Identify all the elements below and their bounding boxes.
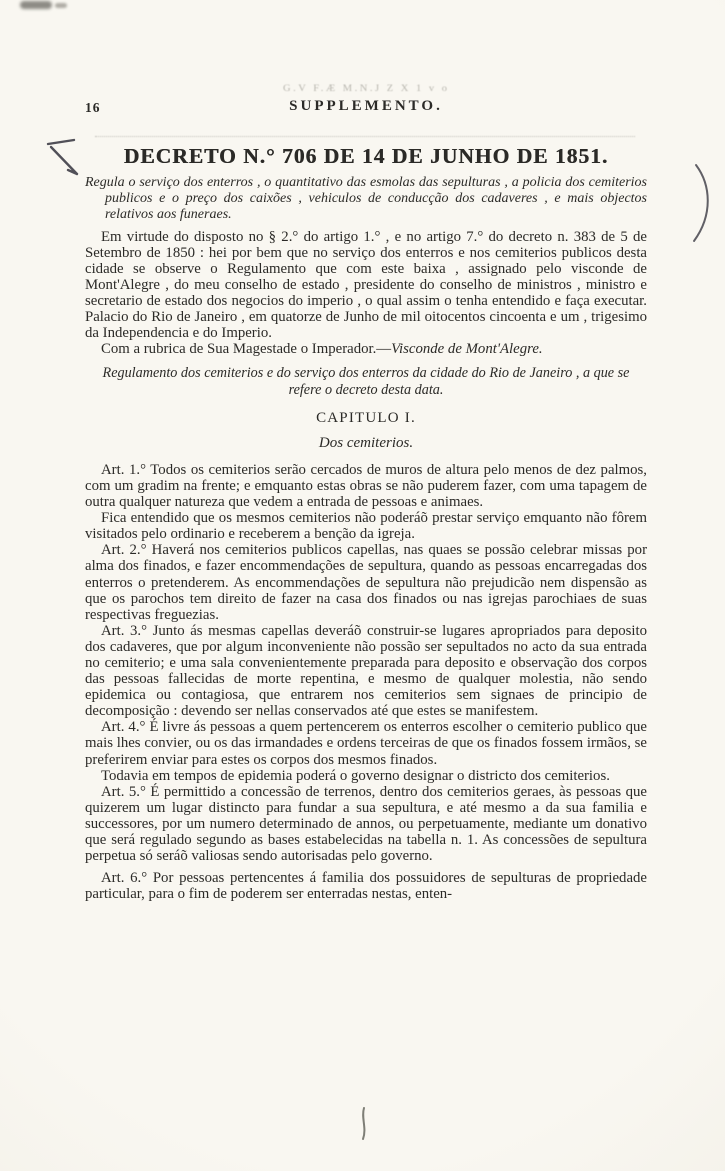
ink-smudge-corner-small bbox=[55, 3, 67, 8]
rubric-text: Com a rubrica de Sua Magestade o Imperador.— bbox=[101, 341, 392, 358]
text-block bbox=[85, 83, 647, 903]
article-paragraph: Art. 2.° Haverá nos cemiterios publicos capellas, nas quaes se possão celebrar missas por alma dos finados, e fazer encommendações de sepultura, quando as pessoas encarregadas dos enterros o pretenderem. As encommendações de sepultura não prejudicão nem dispensão as que os parochos tem direito de fazer na casa dos finados ou nas igrejas parochiaes de suas respectivas freguezias. bbox=[85, 542, 647, 623]
decree-preamble: Em virtude do disposto no § 2.° do artigo 1.° , e no artigo 7.° do decreto n. 383 de 5 de Setembro de 1850 : hei por bem que no serviço dos enterros e nos cemiterios publicos desta cidade se observe o Regulamento que com este baixa , assignado pelo visconde de Mont'Alegre , do meu conselho de estado , presidente do conselho de ministros , ministro e secretario de estado dos negocios do imperio , o qual assim o tenha entendido e faça executar. Palacio do Rio de Janeiro , em quatorze de Junho de mil oitocentos cincoenta e um , trigesimo da Independencia e do Imperio. bbox=[85, 228, 647, 342]
article-paragraph: Todavia em tempos de epidemia poderá o governo designar o districto dos cemiterios. bbox=[101, 767, 610, 784]
article-paragraph: Art. 6.° Por pessoas pertencentes á familia dos possuidores de sepulturas de propriedade particular, para o fim de poderem ser enterradas nestas, enten- bbox=[85, 870, 647, 903]
chapter-title: CAPITULO I. bbox=[316, 409, 416, 426]
article-paragraph: Art. 3.° Junto ás mesmas capellas deveráõ construir-se lugares apropriados para deposito dos cadaveres, que por algum inconveniente não possão ser sepultados no acto da sua entrada no cemiterio; e uma sala convenientemente preparada para deposito e observação dos corpos das pessoas fallecidas de morte repentina, e mesmo de qualquer molestia, não sendo epidemica ou contagiosa, que entrarem nos cemiterios sem signaes de principio de decomposição : devendo ser nellas conservados até que estes se manifestem. bbox=[85, 622, 647, 720]
regulation-heading: Regulamento dos cemiterios e do serviço dos enterros da cidade do Rio de Janeiro , a que se refere o decreto desta data. bbox=[102, 365, 630, 398]
ink-smudge-corner bbox=[20, 1, 52, 9]
page-number: 16 bbox=[85, 100, 101, 115]
running-header bbox=[85, 83, 647, 118]
ink-transfer-smudge: G.V F.Æ M.N.J Z X 1 v o bbox=[283, 83, 450, 94]
decree-title: DECRETO N.° 706 DE 14 DE JUNHO DE 1851. bbox=[123, 144, 609, 168]
chapter-subtitle: Dos cemiterios. bbox=[318, 434, 414, 451]
handwritten-tick-mark bbox=[358, 1106, 370, 1142]
running-header-title: SUPPLEMENTO. bbox=[289, 98, 443, 114]
decree-rubric bbox=[85, 341, 647, 357]
handwritten-arrow-mark bbox=[44, 136, 82, 180]
article-paragraph: Art. 1.° Todos os cemiterios serão cercados de muros de altura pelo menos de dez palmos, com um gradim na frente; e emquanto estas obras se não puderem fazer, com uma tapagem de outra qualquer natureza que vedem a entrada de pessoas e animaes. bbox=[85, 461, 647, 511]
signature-text: Visconde de Mont'Alegre. bbox=[391, 341, 543, 358]
handwritten-curve-mark bbox=[690, 163, 718, 245]
decree-summary: Regula o serviço dos enterros , o quantitativo das esmolas das sepulturas , a policia dos cemiterios publicos e o preço dos caixões , vehiculos de conducção dos cadaveres , e mais objectos relativos aos funeraes. bbox=[85, 175, 647, 222]
article-paragraph: Art. 5.° É permittido a concessão de terrenos, dentro dos cemiterios geraes, às pessoas que quizerem um lugar distincto para fundar a sua sepultura, e até mesmo a da sua familia e successores, por um numero determinado de annos, ou perpetuamente, mediante um donativo que será regulado segundo as bases estabelecidas na tabella n. 1. As concessões de sepultura perpetua só seráõ valiosas sendo autorisadas pelo governo. bbox=[85, 783, 647, 865]
article-paragraph: Art. 4.° É livre ás pessoas a quem pertencerem os enterros escolher o cemiterio publico que mais lhes convier, ou os das irmandades e ordens terceiras de que os finados fossem irmãos, se preferirem enviar para estes os corpos dos mesmos finados. bbox=[85, 719, 647, 768]
article-paragraph: Fica entendido que os mesmos cemiterios não poderáõ prestar serviço emquanto não fôrem visitados pelo ordinario e receberem a benção da igreja. bbox=[85, 510, 647, 543]
